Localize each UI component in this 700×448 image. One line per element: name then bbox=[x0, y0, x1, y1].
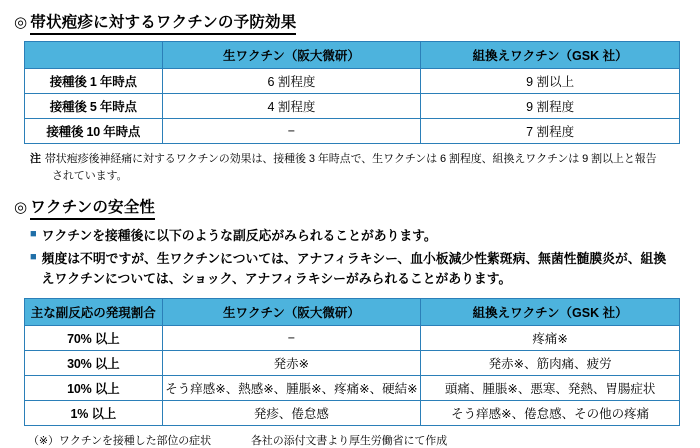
cell-live: − bbox=[162, 119, 421, 144]
cell-live: そう痒感※、熱感※、腫脹※、疼痛※、硬結※ bbox=[162, 376, 421, 401]
section1-heading bbox=[14, 10, 686, 35]
cell-live: 発赤※ bbox=[162, 351, 421, 376]
bullet-text: 頻度は不明ですが、生ワクチンについては、アナフィラキシー、血小板減少性紫斑病、無菌性髄膜炎が、組換えワクチンについては、ショック、アナフィラキシーがみられることがあります。 bbox=[41, 250, 667, 286]
bullet-text: ワクチンを接種後に以下のような副反応がみられることがあります。 bbox=[41, 228, 437, 243]
square-bullet-icon: ■ bbox=[30, 250, 37, 263]
col-header-rate: 主な副反応の発現割合 bbox=[25, 299, 163, 326]
col-header-live-vaccine: 生ワクチン（阪大微研） bbox=[162, 42, 421, 69]
section1-title: 帯状疱疹に対するワクチンの予防効果 bbox=[30, 10, 296, 35]
table-row bbox=[25, 376, 680, 401]
table-row bbox=[25, 119, 680, 144]
table-row bbox=[25, 94, 680, 119]
safety-bullet-list bbox=[30, 226, 676, 288]
cell-recomb: 9 割以上 bbox=[421, 69, 680, 94]
note-line-2: されています。 bbox=[52, 169, 128, 182]
efficacy-note bbox=[30, 151, 676, 184]
section-mark-icon: ◎ bbox=[14, 199, 28, 216]
cell-recomb: 7 割程度 bbox=[421, 119, 680, 144]
row-label: 接種後 10 年時点 bbox=[25, 119, 163, 144]
row-label: 接種後 5 年時点 bbox=[25, 94, 163, 119]
cell-live: 発疹、倦怠感 bbox=[162, 401, 421, 426]
cell-live: 6 割程度 bbox=[162, 69, 421, 94]
table-corner-cell bbox=[25, 42, 163, 69]
section2-title: ワクチンの安全性 bbox=[30, 195, 155, 220]
adverse-reaction-table-wrap bbox=[24, 298, 680, 426]
table-row bbox=[25, 326, 680, 351]
cell-recomb: 9 割程度 bbox=[421, 94, 680, 119]
adverse-reaction-table bbox=[24, 298, 680, 426]
col-header-live-vaccine: 生ワクチン（阪大微研） bbox=[162, 299, 421, 326]
cell-recomb: 頭痛、腫脹※、悪寒、発熱、胃腸症状 bbox=[421, 376, 680, 401]
footnote-right: 各社の添付文書より厚生労働省にて作成 bbox=[250, 435, 448, 448]
list-item bbox=[30, 226, 676, 246]
cell-recomb: そう痒感※、倦怠感、その他の疼痛 bbox=[421, 401, 680, 426]
section-mark-icon: ◎ bbox=[14, 14, 28, 31]
efficacy-table bbox=[24, 41, 680, 144]
table-row bbox=[25, 69, 680, 94]
row-label: 1% 以上 bbox=[25, 401, 163, 426]
section2-heading bbox=[14, 195, 686, 220]
col-header-recombinant-vaccine: 組換えワクチン（GSK 社） bbox=[421, 299, 680, 326]
row-label: 70% 以上 bbox=[25, 326, 163, 351]
efficacy-table-wrap bbox=[24, 41, 680, 144]
list-item bbox=[30, 249, 676, 289]
table-footnote bbox=[28, 432, 676, 448]
row-label: 接種後 1 年時点 bbox=[25, 69, 163, 94]
footnote-left: （※）ワクチンを接種した部位の症状 bbox=[28, 435, 211, 448]
cell-live: 4 割程度 bbox=[162, 94, 421, 119]
row-label: 10% 以上 bbox=[25, 376, 163, 401]
row-label: 30% 以上 bbox=[25, 351, 163, 376]
cell-recomb: 発赤※、筋肉痛、疲労 bbox=[421, 351, 680, 376]
square-bullet-icon: ■ bbox=[30, 228, 37, 240]
table-header-row bbox=[25, 299, 680, 326]
table-row bbox=[25, 401, 680, 426]
table-row bbox=[25, 351, 680, 376]
note-line-1: 帯状疱疹後神経痛に対するワクチンの効果は、接種後 3 年時点で、生ワクチンは 6 割程度、組換えワクチンは 9 割以上と報告 bbox=[44, 153, 657, 165]
note-label: 注 bbox=[30, 153, 41, 165]
table-header-row bbox=[25, 42, 680, 69]
cell-live: − bbox=[162, 326, 421, 351]
col-header-recombinant-vaccine: 組換えワクチン（GSK 社） bbox=[421, 42, 680, 69]
cell-recomb: 疼痛※ bbox=[421, 326, 680, 351]
